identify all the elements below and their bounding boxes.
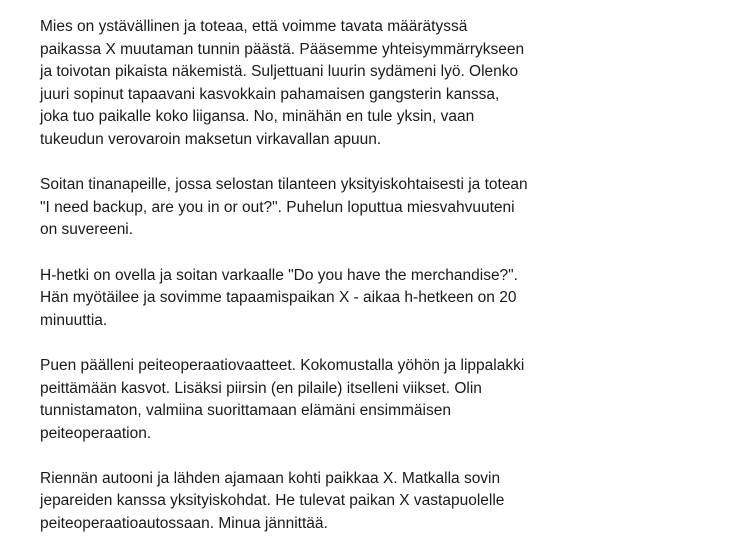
text-line: Riennän autooni ja lähden ajamaan kohti paikkaa X. Matkalla sovin — [40, 469, 501, 487]
text-line: Hän myötäilee ja sovimme tapaamispaikan X - aikaa h-hetkeen on 20 — [40, 289, 517, 307]
paragraph-2 — [40, 174, 640, 242]
text-line: Mies on ystävällinen ja toteaa, että voimme tavata määrätyssä — [40, 18, 468, 35]
text-line: Soitan tinanapeille, jossa selostan tilanteen yksityiskohtaisesti ja totean — [40, 176, 528, 194]
paragraph-5 — [40, 468, 640, 536]
paragraph-4 — [40, 355, 640, 445]
text-line: peiteoperaation. — [40, 424, 152, 442]
text-line: tukeudun verovaroin maksetun virkavallan apuun. — [40, 130, 382, 148]
text-line: Puen päälleni peiteoperaatiovaatteet. Kokomustalla yöhön ja lippalakki — [40, 356, 525, 374]
text-line: peittämään kasvot. Lisäksi piirsin (en pilaile) itselleni viikset. Olin — [40, 379, 482, 397]
paragraph-1 — [40, 16, 640, 152]
text-line: tunnistamaton, valmiina suorittamaan elämäni ensimmäisen — [40, 402, 451, 420]
text-line: joka tuo paikalle koko liigansa. No, minähän en tule yksin, vaan — [40, 108, 475, 126]
text-line: H-hetki on ovella ja soitan varkaalle "Do you have the merchandise?". — [40, 266, 518, 284]
paragraph-3 — [40, 265, 640, 333]
text-line: juuri sopinut tapaavani kasvokkain pahamaisen gangsterin kanssa, — [40, 85, 500, 103]
text-line: minuuttia. — [40, 311, 108, 329]
text-line: peiteoperaatioautossaan. Minua jännittää. — [40, 515, 328, 533]
text-line: ja toivotan pikaista näkemistä. Suljettuani luurin sydämeni lyö. Olenko — [40, 63, 519, 81]
document-body — [40, 16, 640, 558]
text-line: paikassa X muutaman tunnin päästä. Pääsemme yhteisymmärrykseen — [40, 40, 525, 58]
text-line: jepareiden kanssa yksityiskohdat. He tulevat paikan X vastapuolelle — [40, 492, 505, 510]
text-line: on suvereeni. — [40, 221, 134, 239]
text-line: "I need backup, are you in or out?". Puhelun loputtua miesvahvuuteni — [40, 198, 515, 216]
